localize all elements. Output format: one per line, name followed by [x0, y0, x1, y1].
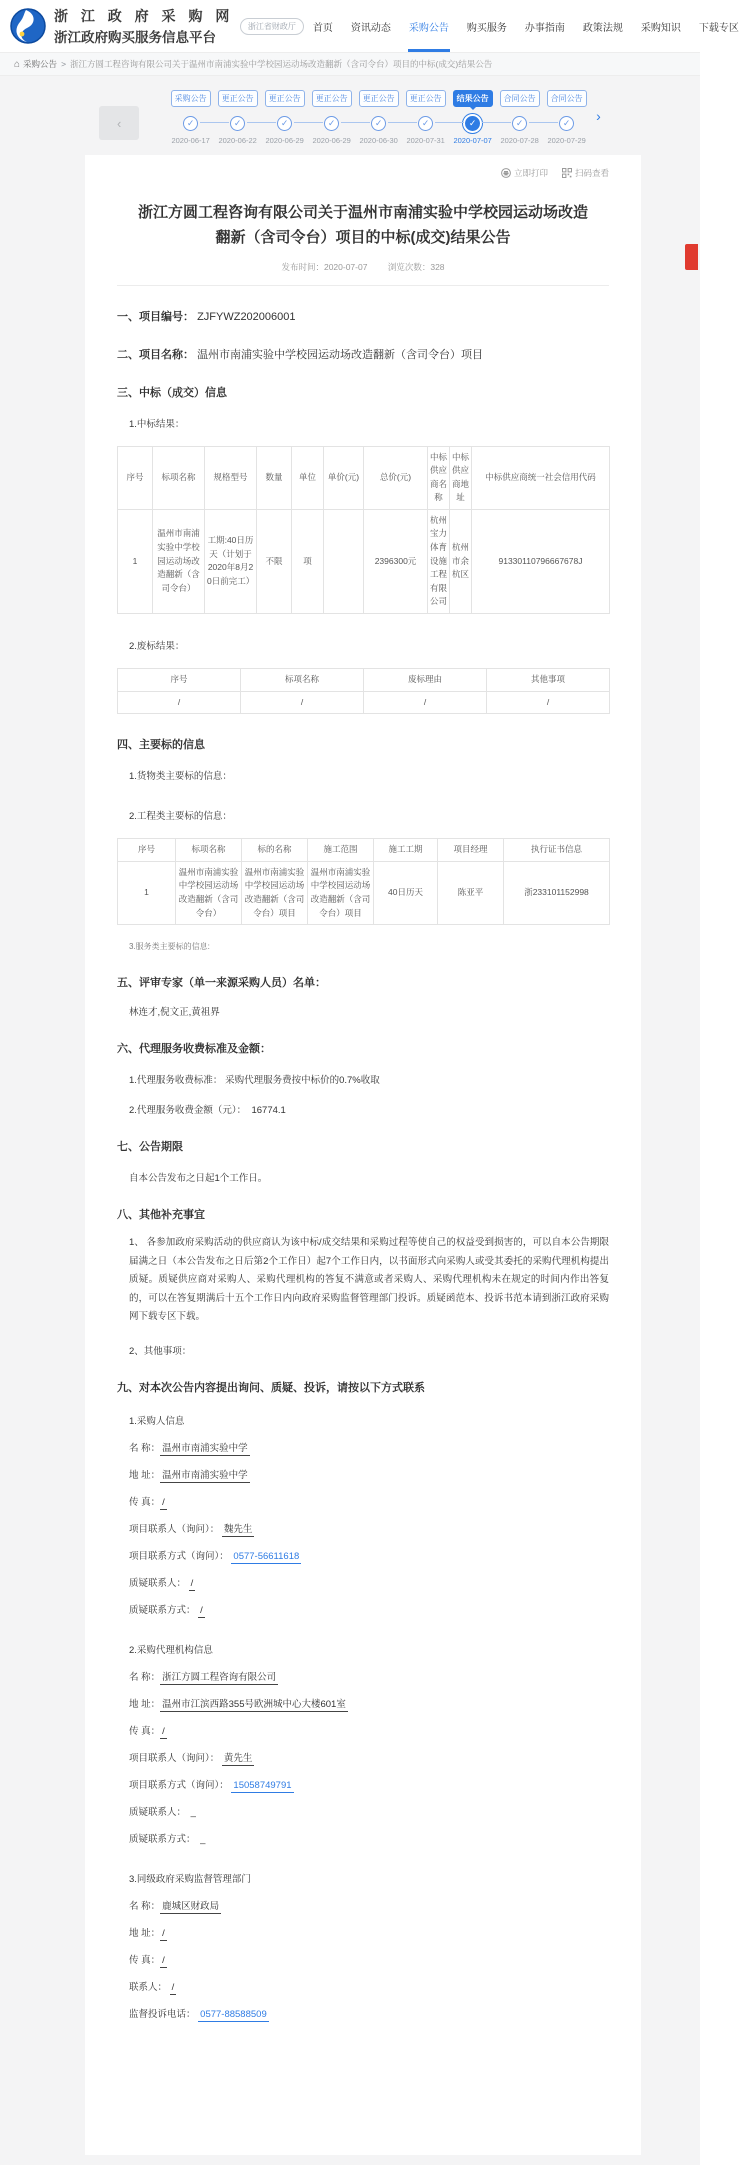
- col-header: 序号: [118, 839, 176, 862]
- label: 地 址：: [129, 1698, 161, 1710]
- site-header: [0, 0, 739, 52]
- article-tools: [117, 167, 609, 179]
- check-circle-icon: ✓: [183, 116, 198, 131]
- award-result-subheading: 1.中标结果：: [129, 418, 185, 430]
- check-circle-icon: ✓: [418, 116, 433, 131]
- label: 地 址：: [129, 1927, 161, 1939]
- label: 名 称：: [129, 1442, 161, 1454]
- label: 质疑联系人：: [129, 1806, 187, 1818]
- cell-manager: 陈亚平: [438, 861, 504, 924]
- col-header: 中标供应商名称: [428, 446, 450, 509]
- nav-item-knowledge[interactable]: 采购知识: [640, 22, 681, 34]
- supervisor-contact-person: /: [171, 1981, 175, 1993]
- main-nav: [304, 0, 748, 52]
- section9-heading: 九、对本次公告内容提出询问、质疑、投诉，请按以下方式联系: [117, 1381, 425, 1394]
- finance-dept-badge: 浙江省财政厅: [240, 18, 304, 35]
- agency-fee-amount-label: 2.代理服务收费金额（元）：: [129, 1105, 247, 1117]
- timeline-step-label[interactable]: 更正公告: [312, 90, 352, 107]
- agency-query-person: _: [190, 1806, 196, 1818]
- views-label: 浏览次数：: [387, 261, 431, 272]
- section7-heading: 七、公告期限: [117, 1141, 183, 1154]
- breadcrumb: [0, 52, 700, 76]
- divider: [117, 285, 609, 286]
- timeline-step-label[interactable]: 合同公告: [547, 90, 587, 107]
- label: 传 真：: [129, 1725, 161, 1737]
- col-header: 中标供应商地址: [450, 446, 472, 509]
- label: 联系人：: [129, 1981, 168, 1993]
- timeline-steps: [167, 90, 590, 145]
- section5-heading: 五、评审专家（单一来源采购人员）名单：: [117, 977, 326, 990]
- check-circle-icon: ✓: [371, 116, 386, 131]
- check-circle-icon: ✓: [559, 116, 574, 131]
- label: 项目联系人（询问）：: [129, 1523, 220, 1535]
- col-header: 标项名称: [241, 669, 364, 692]
- timeline-step-date: 2020-06-22: [218, 136, 257, 145]
- timeline-step-label[interactable]: 合同公告: [500, 90, 540, 107]
- timeline-step: [543, 90, 590, 145]
- col-header: 中标供应商统一社会信用代码: [472, 446, 610, 509]
- cell: /: [487, 691, 610, 714]
- col-header: 废标理由: [364, 669, 487, 692]
- section3-heading: 三、中标（成交）信息: [117, 386, 227, 399]
- label: 名 称：: [129, 1900, 161, 1912]
- buyer-query-phone: /: [200, 1604, 203, 1616]
- col-header: 规格型号: [205, 446, 257, 509]
- cell: /: [118, 691, 241, 714]
- label: 监督投诉电话：: [129, 2008, 196, 2020]
- supervisor-name: 鹿城区财政局: [162, 1900, 220, 1912]
- home-icon: ⌂: [14, 58, 21, 70]
- other-matters: 2、其他事项：: [129, 1345, 192, 1357]
- cell-credit-code: 91330110796667678J: [472, 509, 610, 613]
- rejected-result-subheading: 2.废标结果：: [129, 641, 185, 653]
- goods-info-subheading: 1.货物类主要标的信息：: [129, 771, 232, 783]
- cell-duration: 40日历天: [374, 861, 438, 924]
- label: 地 址：: [129, 1469, 161, 1481]
- cell-spec: 工期:40日历天（计划于2020年8月20日前完工）: [205, 509, 257, 613]
- article-card: [85, 155, 641, 2155]
- timeline-step: [496, 90, 543, 145]
- views-count: 328: [430, 261, 445, 272]
- cell-subject-name: 温州市南浦实验中学校园运动场改造翻新（含司令台）项目: [242, 861, 308, 924]
- label: 传 真：: [129, 1496, 161, 1508]
- table-row: [118, 509, 610, 613]
- nav-item-announcements[interactable]: 采购公告: [400, 0, 458, 52]
- cell-total-price: 2396300元: [364, 509, 428, 613]
- check-circle-icon: ✓: [512, 116, 527, 131]
- timeline-step-active: [449, 90, 496, 145]
- timeline-step-date: 2020-06-17: [171, 136, 210, 145]
- timeline-step-label[interactable]: 更正公告: [406, 90, 446, 107]
- label: 名 称：: [129, 1671, 161, 1683]
- timeline-step: [355, 90, 402, 145]
- nav-item-policies[interactable]: 政策法规: [582, 22, 623, 34]
- timeline-step-date: 2020-07-07: [453, 136, 492, 145]
- cell-supplier-address: 杭州市余杭区: [450, 509, 472, 613]
- agency-fax: /: [162, 1725, 165, 1737]
- col-header: 标项名称: [176, 839, 242, 862]
- supervisor-complaint-phone-link[interactable]: 0577-88588509: [200, 2008, 267, 2020]
- timeline-step-date: 2020-07-31: [406, 136, 445, 145]
- cell: /: [364, 691, 487, 714]
- publish-time-label: 发布时间：: [281, 261, 324, 272]
- agency-phone-link[interactable]: 15058749791: [233, 1779, 292, 1791]
- supervisor-address: /: [162, 1927, 165, 1939]
- agency-query-phone: _: [200, 1833, 206, 1845]
- timeline-step-label[interactable]: 采购公告: [171, 90, 211, 107]
- timeline-step-date: 2020-07-29: [547, 136, 586, 145]
- col-header: 标的名称: [242, 839, 308, 862]
- col-header: 序号: [118, 669, 241, 692]
- nav-item-guide[interactable]: 办事指南: [524, 22, 565, 34]
- expert-names: 林连才,倪文正,黄祖界: [129, 1007, 220, 1019]
- timeline-step: [214, 90, 261, 145]
- buyer-block-heading: 1.采购人信息: [129, 1415, 185, 1427]
- section1-label: 一、项目编号：: [117, 310, 194, 323]
- qr-code-icon: [562, 168, 572, 178]
- rejected-result-table: [117, 668, 610, 714]
- supplement-paragraph: 1、 各参加政府采购活动的供应商认为该中标/成交结果和采购过程等使自己的权益受到损害的，可以自本公告期限届满之日（本公告发布之日后第2个工作日）起7个工作日内，以书面形式向采购人或受其委托的采购代理机构提出质疑。质疑供应商对采购人、采购代理机构的答复不满意或者采购人、采购代理机构未在规定的时间内作出答复的，可以在答复期满后十五个工作日内向政府采购监督管理部门投诉。质疑函范本、投诉书范本请到浙江政府采购网下载专区下载。: [129, 1237, 609, 1323]
- site-logo-icon: [10, 8, 46, 44]
- col-header: 其他事项: [487, 669, 610, 692]
- col-header: 单价(元): [324, 446, 364, 509]
- timeline-step-label[interactable]: 更正公告: [359, 90, 399, 107]
- brand-line2: 浙江政府购买服务信息平台: [54, 30, 216, 45]
- breadcrumb-separator: >: [61, 59, 67, 69]
- cell-supplier-name: 杭州宝力体育设施工程有限公司: [428, 509, 450, 613]
- agency-block-heading: 2.采购代理机构信息: [129, 1644, 213, 1656]
- timeline-step: [261, 90, 308, 145]
- table-header-row: [118, 839, 610, 862]
- project-number: ZJFYWZ202006001: [197, 310, 296, 323]
- project-name: 温州市南浦实验中学校园运动场改造翻新（含司令台）项目: [197, 348, 484, 361]
- check-circle-icon: ✓: [230, 116, 245, 131]
- section2-label: 二、项目名称：: [117, 348, 194, 361]
- timeline-step-date: 2020-06-30: [359, 136, 398, 145]
- site-brand: [54, 6, 234, 46]
- col-header: 单位: [292, 446, 324, 509]
- col-header: 项目经理: [438, 839, 504, 862]
- section4-heading: 四、主要标的信息: [117, 739, 205, 752]
- agency-name: 浙江方圆工程咨询有限公司: [162, 1671, 277, 1683]
- award-result-table: [117, 446, 610, 615]
- breadcrumb-root[interactable]: 采购公告: [23, 59, 58, 69]
- engineering-info-subheading: 2.工程类主要标的信息：: [129, 811, 232, 823]
- timeline-step: [402, 90, 449, 145]
- label: 质疑联系方式：: [129, 1604, 196, 1616]
- col-header: 序号: [118, 446, 153, 509]
- cell-certificate: 浙233101152998: [504, 861, 610, 924]
- breadcrumb-current: 浙江方圆工程咨询有限公司关于温州市南浦实验中学校园运动场改造翻新（含司令台）项目的中标(成交)结果公告: [70, 59, 493, 69]
- col-header: 施工范围: [308, 839, 374, 862]
- announcement-timeline: [0, 76, 700, 155]
- col-header: 总价(元): [364, 446, 428, 509]
- service-info-subheading: 3.服务类主要标的信息:: [129, 942, 210, 952]
- timeline-step-label[interactable]: 结果公告: [453, 90, 493, 107]
- table-header-row: [118, 446, 610, 509]
- check-circle-icon: ✓: [324, 116, 339, 131]
- col-header: 施工工期: [374, 839, 438, 862]
- col-header: 标项名称: [153, 446, 205, 509]
- print-button[interactable]: [501, 167, 548, 179]
- buyer-name: 温州市南浦实验中学: [162, 1442, 248, 1454]
- timeline-step-date: 2020-07-28: [500, 136, 539, 145]
- cell-seq: 1: [118, 861, 176, 924]
- nav-item-downloads[interactable]: 下载专区: [698, 22, 739, 34]
- cell-seq: 1: [118, 509, 153, 613]
- cell-lot-name: 温州市南浦实验中学校园运动场改造翻新（含司令台）: [176, 861, 242, 924]
- buyer-contact-person: 魏先生: [223, 1523, 253, 1535]
- label: 项目联系人（询问）：: [129, 1752, 220, 1764]
- announcement-period: 自本公告发布之日起1个工作日。: [129, 1173, 268, 1185]
- page-title: 浙江方圆工程咨询有限公司关于温州市南浦实验中学校园运动场改造翻新（含司令台）项目的中标(成交)结果公告: [138, 204, 589, 246]
- cell-unit-price: [324, 509, 364, 613]
- cell-quantity: 不限: [257, 509, 292, 613]
- agency-contact-person: 黄先生: [223, 1752, 253, 1764]
- agency-contact-block: [129, 1642, 609, 1845]
- red-side-tab[interactable]: [685, 244, 698, 270]
- timeline-step-label[interactable]: 更正公告: [265, 90, 305, 107]
- timeline-step-date: 2020-06-29: [265, 136, 304, 145]
- agency-fee-standard: 1.代理服务收费标准： 采购代理服务费按中标价的0.7%收取: [129, 1075, 380, 1087]
- scan-qr-button[interactable]: [562, 167, 609, 179]
- col-header: 数量: [257, 446, 292, 509]
- agency-address: 温州市江滨西路355号欧洲城中心大楼601室: [162, 1698, 346, 1710]
- label: 传 真：: [129, 1954, 161, 1966]
- section8-heading: 八、其他补充事宜: [117, 1209, 205, 1222]
- article-meta: [117, 261, 609, 273]
- cell-lot-name: 温州市南浦实验中学校园运动场改造翻新（含司令台）: [153, 509, 205, 613]
- print-icon: [501, 168, 511, 178]
- buyer-address: 温州市南浦实验中学: [162, 1469, 248, 1481]
- scan-label: 扫码查看: [574, 168, 609, 178]
- supervisor-contact-block: [129, 1871, 609, 2020]
- publish-time: 2020-07-07: [323, 261, 368, 272]
- print-label: 立即打印: [513, 168, 548, 178]
- supervisor-block-heading: 3.同级政府采购监督管理部门: [129, 1873, 251, 1885]
- nav-item-services[interactable]: 购买服务: [466, 22, 507, 34]
- brand-line1: 浙 江 政 府 采 购 网: [54, 8, 234, 24]
- buyer-query-person: /: [190, 1577, 194, 1589]
- supervisor-fax: /: [162, 1954, 165, 1966]
- timeline-step: [308, 90, 355, 145]
- nav-item-home[interactable]: 首页: [312, 22, 333, 34]
- buyer-phone-link[interactable]: 0577-56611618: [233, 1550, 300, 1562]
- cell-scope: 温州市南浦实验中学校园运动场改造翻新（含司令台）项目: [308, 861, 374, 924]
- timeline-step-label[interactable]: 更正公告: [218, 90, 258, 107]
- timeline-step-date: 2020-06-29: [312, 136, 351, 145]
- check-circle-icon: ✓: [277, 116, 292, 131]
- buyer-contact-block: [129, 1413, 609, 1616]
- timeline-next-button[interactable]: ›: [596, 108, 601, 124]
- engineering-info-table: [117, 838, 610, 925]
- cell-unit: 项: [292, 509, 324, 613]
- section6-heading: 六、代理服务收费标准及金额：: [117, 1043, 271, 1056]
- timeline-step: [167, 90, 214, 145]
- label: 质疑联系方式：: [129, 1833, 196, 1845]
- table-header-row: [118, 669, 610, 692]
- label: 质疑联系人：: [129, 1577, 187, 1589]
- label: 项目联系方式（询问）：: [129, 1550, 229, 1562]
- table-row: [118, 861, 610, 924]
- timeline-prev-button[interactable]: ‹: [99, 106, 139, 140]
- label: 项目联系方式（询问）：: [129, 1779, 229, 1791]
- col-header: 执行证书信息: [504, 839, 610, 862]
- table-row: [118, 691, 610, 714]
- cell: /: [241, 691, 364, 714]
- check-circle-icon: ✓: [465, 116, 480, 131]
- buyer-fax: /: [162, 1496, 165, 1508]
- nav-item-news[interactable]: 资讯动态: [350, 22, 391, 34]
- agency-fee-amount: 16774.1: [251, 1105, 286, 1117]
